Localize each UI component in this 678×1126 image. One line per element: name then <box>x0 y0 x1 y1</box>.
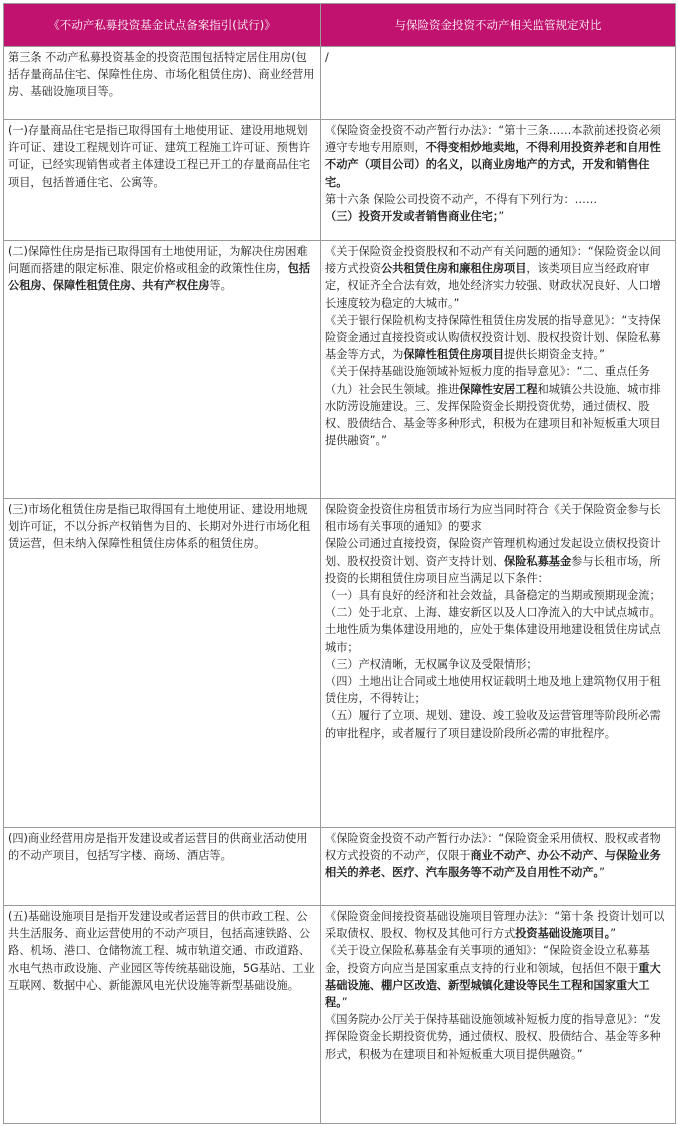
row-6-right-cell <box>321 906 676 1124</box>
cell-text: (三)市场化租赁住房是指已取得国有土地使用证、建设用地规划许可证，不以分拆产权销售为目的、长期对外进行市场化租赁运营，但未纳入保障性租赁住房体系的租赁住房。 <box>8 503 311 551</box>
table-row <box>4 120 676 241</box>
comparison-table <box>3 3 676 1124</box>
bold-text: 包括公租房、保障性租赁住房、共有产权住房 <box>8 262 311 293</box>
cell-text: ” <box>610 927 617 941</box>
cell-paragraph <box>325 656 671 673</box>
cell-paragraph <box>325 673 671 707</box>
cell-paragraph <box>325 908 671 942</box>
cell-paragraph <box>8 501 316 553</box>
header-left: 《不动产私募投资基金试点备案指引(试行)》 <box>4 4 321 47</box>
table-row <box>4 241 676 499</box>
bold-text: 保险私募基金 <box>504 554 572 568</box>
cell-paragraph <box>325 535 671 587</box>
cell-text: 保险公司通过直接投资，保险资产管理机构通过发起设立债权投资计划、股权投资计划、资产支持计划、 <box>325 537 661 568</box>
cell-text: （四）土地出让合同或土地使用权证载明土地及地上建筑物仅用于租赁住房，不得转让； <box>325 675 661 706</box>
row-1-left-cell <box>4 47 321 120</box>
cell-text: (一)存量商品住宅是指已取得国有土地使用证、建设用地规划许可证、建设工程规划许可证、建筑工程施工许可证、预售许可证，已经实现销售或者主体建设工程已开工的存量商品住宅项目，包括普通住宅、公寓等。 <box>8 124 311 189</box>
cell-paragraph <box>325 312 671 364</box>
cell-paragraph <box>325 1011 671 1063</box>
cell-text: ” <box>599 866 605 880</box>
cell-paragraph <box>8 122 316 191</box>
bold-text: 不得变相炒地卖地，不得利用投资养老和自用性不动产（项目公司）的名义，以商业房地产的方式，开发和销售住宅。 <box>325 141 661 189</box>
cell-text: 《保险资金投资不动产暂行办法》：“第十三条……本款前述投资必须遵守专地专用原则， <box>325 124 661 155</box>
cell-text: 《关于保持基础设施领域补短板力度的指导意见》：“二、重点任务（九）社会民生领域。推进 <box>325 365 650 396</box>
bold-text: 商业不动产、办公不动产、与保险业务相关的养老、医疗、汽车服务等不动产及自用性不动产。 <box>325 849 661 880</box>
cell-paragraph <box>8 49 316 101</box>
cell-text: （一）具有良好的经济和社会效益，具备稳定的当期或预期现金流； <box>325 589 661 603</box>
cell-paragraph <box>8 908 316 994</box>
cell-paragraph <box>8 243 316 295</box>
cell-text: 《关于银行保险机构支持保障性租赁住房发展的指导意见》：“支持保险资金通过直接投资或认购债权投资计划、股权投资计划、保险私募基金等方式，为 <box>325 313 661 362</box>
cell-text: （五）履行了立项、规划、建设、竣工验收及运营管理等阶段所必需的审批程序，或者履行了项目建设阶段所必需的审批程序。 <box>325 709 661 740</box>
cell-text: / <box>325 51 329 64</box>
cell-text: ” <box>498 210 505 224</box>
table-row <box>4 499 676 828</box>
row-3-left-cell <box>4 241 321 499</box>
row-6-left-cell <box>4 906 321 1124</box>
row-2-right-cell <box>321 120 676 241</box>
row-3-right-cell <box>321 241 676 499</box>
cell-paragraph <box>325 191 671 208</box>
cell-text: 《保险资金投资不动产暂行办法》：“保险资金采用债权、股权或者物权方式投资的不动产，仅限于 <box>325 832 661 863</box>
cell-paragraph <box>325 604 671 656</box>
cell-text: （三）产权清晰，无权属争议及受限情形； <box>325 657 538 671</box>
header-row <box>4 4 676 47</box>
cell-paragraph <box>325 942 671 1011</box>
row-4-right-cell <box>321 499 676 828</box>
cell-text: （二）处于北京、上海、雄安新区以及人口净流入的大中试点城市。土地性质为集体建设用地的，应处于集体建设用地建设租赁住房试点城市； <box>325 606 661 654</box>
cell-text: 《关于设立保险私募基金有关事项的通知》：“保险资金设立私募基金，投资方向应当是国家重点支持的行业和领域，包括但不限于 <box>325 944 650 975</box>
cell-text: 《国务院办公厅关于保持基础设施领域补短板力度的指导意见》：“发挥保险资金长期投资优势，通过债权、股权、股债结合、基金等多种形式，积极为在建项目和补短板重大项目提供融资。” <box>325 1013 661 1061</box>
table-row <box>4 828 676 906</box>
row-5-right-cell <box>321 828 676 906</box>
cell-text: (五)基础设施项目是指开发建设或者运营目的供市政工程、公共生活服务、商业运营使用的不动产项目，包括高速铁路、公路、机场、港口、仓储物流工程、城市轨道交通、市政道路、水电气热市政设施、产业园区等传统基础设施，5G基站、工业互联网、数据中心、新能源风电光伏设施等新型基础设施。 <box>8 910 315 992</box>
cell-text: (四)商业经营用房是指开发建设或者运营目的供商业活动使用的不动产项目，包括写字楼、商场、酒店等。 <box>8 832 308 863</box>
cell-paragraph <box>325 208 671 225</box>
bold-text: 公共租赁住房和廉租住房项目 <box>380 262 527 276</box>
cell-text: (二)保障性住房是指已取得国有土地使用证，为解决住房困难问题而搭建的限定标准、限定价格或租金的政策性住房， <box>8 245 308 276</box>
cell-paragraph <box>325 501 671 535</box>
cell-text: ” <box>341 996 348 1010</box>
table-row <box>4 47 676 120</box>
cell-text: ，该类项目应当经政府审定，权证齐全合法有效，地处经济实力较强、财政状况良好、人口增长速度较为稳定的大城市。” <box>325 262 661 310</box>
cell-text: 等。 <box>209 279 232 293</box>
bold-text: （三）投资开发或者销售商业住宅； <box>325 210 499 224</box>
bold-text: 重大基础设施、棚户区改造、新型城镇化建设等民生工程和国家重大工程。 <box>325 961 661 1010</box>
cell-text: 《保险资金间接投资基础设施项目管理办法》：“第十条 投资计划可以采取债权、股权、物权及其他可行方式 <box>325 910 665 941</box>
cell-text: 第三条 不动产私募投资基金的投资范围包括特定居住用房(包括存量商品住宅、保障性住房、市场化租赁住房)、商业经营用房、基础设施项目等。 <box>8 51 315 99</box>
table-row <box>4 906 676 1124</box>
cell-paragraph <box>325 830 671 882</box>
bold-text: 保障性安居工程 <box>459 382 538 396</box>
header-right: 与保险资金投资不动产相关监管规定对比 <box>321 4 676 47</box>
cell-text: 第十六条 保险公司投资不动产，不得有下列行为：…… <box>325 192 598 206</box>
cell-paragraph <box>325 243 671 312</box>
cell-text: 《关于保险资金投资股权和不动产有关问题的通知》：“保险资金以间接方式投资 <box>325 245 661 276</box>
cell-paragraph <box>325 707 671 741</box>
row-4-left-cell <box>4 499 321 828</box>
row-2-left-cell <box>4 120 321 241</box>
cell-paragraph <box>325 363 671 449</box>
cell-text: 保险资金投资住房租赁市场行为应当同时符合《关于保险资金参与长租市场有关事项的通知》的要求 <box>325 503 661 534</box>
bold-text: 保障性租赁住房项目 <box>403 348 505 362</box>
cell-text: 和城镇公共设施、城市排水防涝设施建设。三、发挥保险资金长期投资优势，通过债权、股权、股债结合、基金等多种形式，积极为在建项目和补短板重大项目提供融资”。” <box>325 382 661 448</box>
row-5-left-cell <box>4 828 321 906</box>
cell-paragraph <box>8 830 316 864</box>
cell-text: 提供长期资金支持。” <box>504 348 605 362</box>
row-1-right-cell <box>321 47 676 120</box>
cell-paragraph <box>325 587 671 604</box>
bold-text: 投资基础设施项目。 <box>515 927 611 941</box>
cell-text: 参与长租市场，所投资的长期租赁住房项目应当满足以下条件： <box>325 554 661 585</box>
cell-paragraph <box>325 122 671 191</box>
cell-paragraph <box>325 49 671 66</box>
